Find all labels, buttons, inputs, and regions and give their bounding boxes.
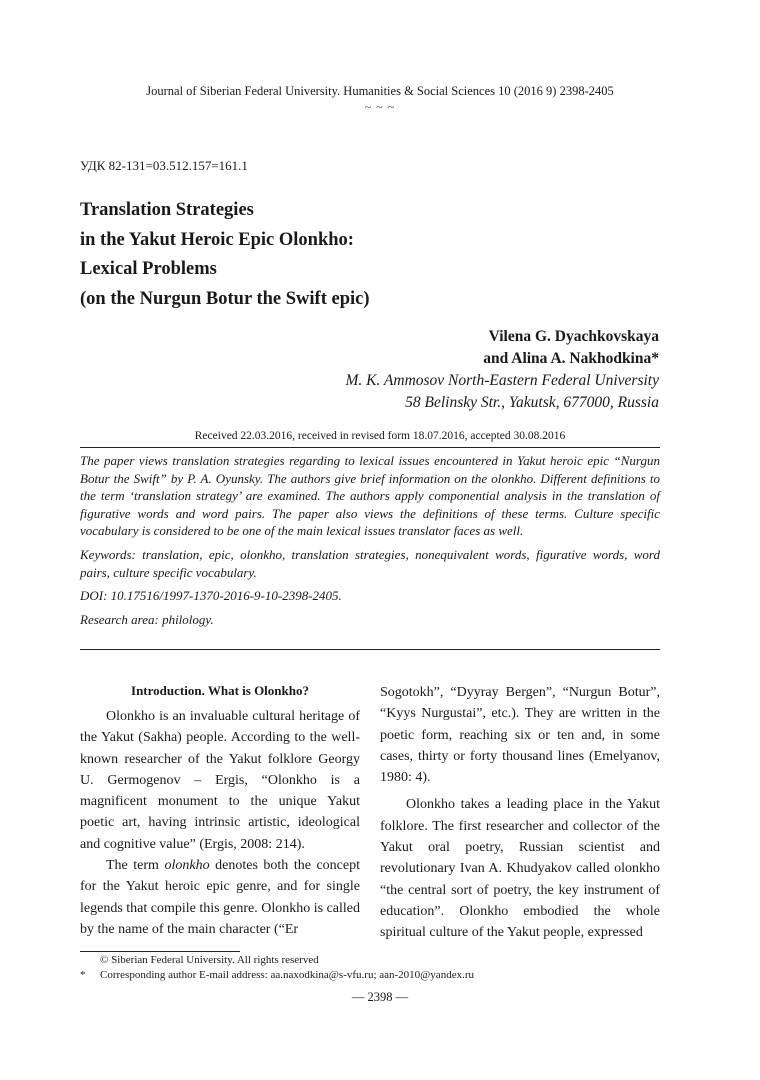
abstract-top-rule [80, 447, 660, 448]
title-line-2: in the Yakut Heroic Epic Olonkho: [80, 229, 354, 250]
abstract-bottom-rule [80, 649, 660, 650]
corresponding-note [80, 968, 680, 983]
title-line-4: (on the Nurgun Botur the Swift epic) [80, 288, 370, 309]
paragraph: Olonkho is an invaluable cultural heritage of the Yakut (Sakha) people. According to the well-known researcher of the Yakut folklore Georgy U. Germogenov – Ergis, “Olonkho is a magnificent monument to the unique Yakut poetic art, having intrinsic artistic, ideological and cognitive value” (Ergis, 2008: 214). [80, 709, 360, 852]
section-heading: Introduction. What is Olonkho? [131, 683, 309, 698]
affiliation: M. K. Ammosov North-Eastern Federal University [345, 372, 659, 389]
body-column-left [80, 682, 360, 940]
italic-term: olonkho [164, 858, 210, 874]
copyright-text: © Siberian Federal University. All rights reserved [100, 954, 319, 966]
header-separator: ~ ~ ~ [364, 100, 396, 114]
footnote-mark: * [80, 969, 86, 981]
journal-header: Journal of Siberian Federal University. Humanities & Social Sciences 10 (2016 9) 2398-2405 [146, 84, 614, 98]
received-dates: Received 22.03.2016, received in revised form 18.07.2016, accepted 30.08.2016 [194, 430, 566, 442]
research-area: Research area: philology. [80, 611, 214, 627]
keywords: Keywords: translation, epic, olonkho, translation strategies, nonequivalent words, figurative words, word pairs, culture specific vocabulary. [80, 546, 660, 580]
title-line-1: Translation Strategies [80, 200, 254, 220]
udk-code: УДК 82-131=03.512.157=161.1 [80, 158, 248, 173]
copyright-note [80, 953, 680, 968]
body-column-right [380, 682, 660, 944]
author-line-2: and Alina A. Nakhodkina* [483, 350, 659, 367]
corresponding-text: Corresponding author E-mail address: aa.naxodkina@s-vfu.ru; aan-2010@yandex.ru [100, 969, 474, 981]
abstract-block [80, 452, 660, 628]
footnote-rule [80, 951, 240, 952]
paragraph: Sogotokh”, “Dyyray Bergen”, “Nurgun Botur”, “Kyys Nurgustai”, etc.). They are written in the poetic form, reaching six or ten and, in some cases, thirty or forty thousand lines (Emelyanov, 1980: 4). [380, 685, 660, 786]
paragraph-text: The term [106, 858, 165, 874]
author-block [345, 326, 659, 414]
title-line-3: Lexical Problems [80, 259, 217, 279]
paragraph-text: denotes both the concept for the Yakut heroic epic genre, and for single legends that compile this genre. Olonkho is called by the name of the main character (“Er [80, 858, 360, 937]
address: 58 Belinsky Str., Yakutsk, 677000, Russia [405, 394, 659, 411]
footnotes [80, 953, 680, 983]
doi: DOI: 10.17516/1997-1370-2016-9-10-2398-2405. [80, 588, 342, 604]
paragraph: Olonkho takes a leading place in the Yakut folklore. The first researcher and collector of the Yakut oral poetry, Russian scientist and revolutionary Ivan A. Khudyakov called olonkho “the central sort of poetry, the key instrument of education”. Olonkho embodied the whole spiritual culture of the Yakut people, expressed [380, 797, 660, 941]
article-title [80, 196, 680, 314]
author-line-1: Vilena G. Dyachkovskaya [488, 328, 659, 345]
page-number: — 2398 — [351, 990, 409, 1004]
abstract-text: The paper views translation strategies regarding to lexical issues encountered in Yakut heroic epic “Nurgun Botur the Swift” by P. A. Oyunsky. The authors give brief information on the olonkho. Different definitions to the term ‘translation strategy’ are examined. The authors apply componential analysis in the translation of figurative words and word pairs. The paper also views the definitions of these terms. Culture specific vocabulary is considered to be one of the main lexical issues translator faces as well. [80, 453, 660, 539]
paragraph [80, 855, 360, 940]
